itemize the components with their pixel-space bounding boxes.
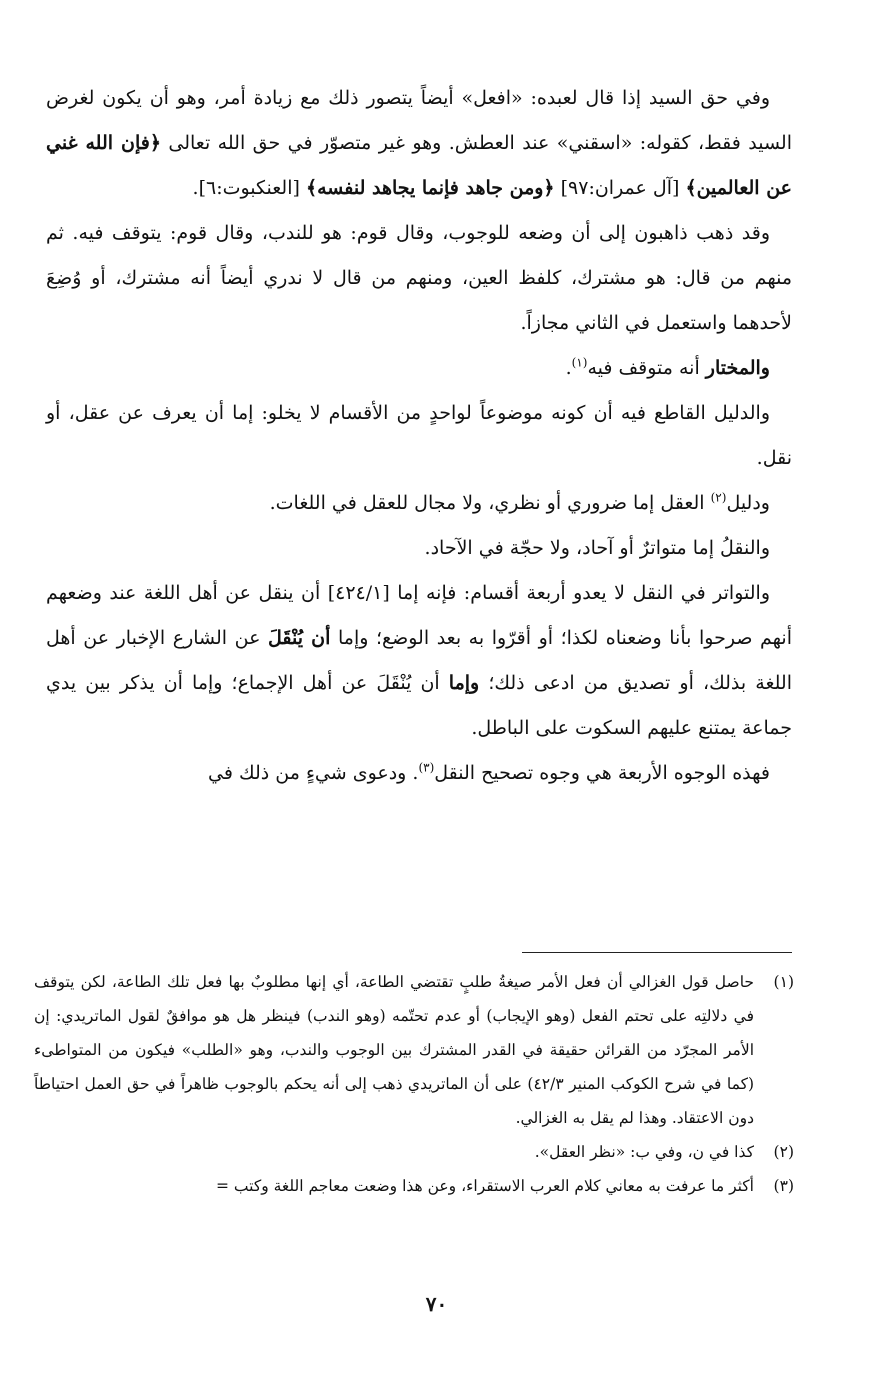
footnote-2: [34, 1135, 794, 1169]
paragraph-7-text-c: عن الشارع الإخبار عن أهل اللغة بذلك، أو تصديق من ادعى ذلك؛: [46, 627, 792, 694]
footnote-2-number: (٢): [773, 1143, 794, 1161]
footnote-marker-1: (١): [571, 355, 588, 370]
footnote-marker-3: (٣): [418, 760, 435, 775]
paragraph-6-text: والنقلُ إما متواترٌ أو آحاد، ولا حجّة في الآحاد.: [424, 537, 770, 559]
paragraph-8-text-b: . ودعوى شيءٍ من ذلك في: [208, 762, 419, 784]
footnote-3-number: (٣): [773, 1177, 794, 1195]
paragraph-3-end: .: [565, 357, 572, 379]
footnote-marker-2: (٢): [710, 490, 727, 505]
paragraph-8: [46, 751, 792, 796]
paragraph-5-text-b: العقل إما ضروري أو نظري، ولا مجال للعقل في اللغات.: [269, 492, 711, 514]
paragraph-7: [46, 571, 792, 751]
footnote-1-number: (١): [773, 973, 794, 991]
paragraph-1-text-a: وفي حق السيد إذا قال لعبده: «افعل» أيضاً يتصور ذلك مع زيادة أمر، وهو أن يكون لغرض السيد فقط، كقوله: «اسقني» عند العطش. وهو غير متصوّر في حق الله تعالى: [46, 87, 792, 154]
footnote-separator: [522, 952, 792, 953]
paragraph-7-text-a: والتواتر في النقل لا يعدو أربعة أقسام: فإنه إما [٤٢٤/١] أن ينقل عن أهل اللغة عند وضعهم أنهم صرحوا بأنا وضعناه لكذا؛ أو أقرّوا به بعد الوضع؛ وإما: [46, 582, 792, 649]
main-text-block: [46, 76, 792, 796]
paragraph-3: [46, 346, 792, 391]
paragraph-1: [46, 76, 792, 211]
verse-reference-2: [العنكبوت:٦].: [192, 177, 306, 199]
verse-reference-1: [آل عمران:٩٧]: [554, 177, 686, 199]
footnote-3-text: أكثر ما عرفت به معاني كلام العرب الاستقراء، وعن هذا وضعت معاجم اللغة وكتب =: [216, 1177, 754, 1195]
footnote-1: [34, 965, 794, 1135]
paragraph-8-text-a: فهذه الوجوه الأربعة هي وجوه تصحيح النقل: [434, 762, 770, 784]
chosen-opinion-label: والمختار: [705, 357, 770, 379]
footnote-2-text: كذا في ن، وفي ب: «نظر العقل».: [534, 1143, 754, 1161]
paragraph-6: [46, 526, 792, 571]
footnote-3: [34, 1169, 794, 1203]
paragraph-7-text-e: أن يُنْقَلَ عن أهل الإجماع؛ وإما أن يذكر بين يدي جماعة يمتنع عليهم السكوت على الباطل.: [46, 672, 792, 739]
paragraph-7-emphasis-1: أن يُنْقَلَ: [268, 627, 331, 649]
page-number: ٧٠: [425, 1292, 448, 1316]
footnote-1-text: حاصل قول الغزالي أن فعل الأمر صيغةُ طلبٍ تقتضي الطاعة، أي إنها مطلوبٌ بها فعل تلك الطاعة، لكن يتوقف في دلالتِه على تحتم الفعل (وهو الإيجاب) أو عدم تحتّمه (وهو الندب) فينظر هل هو موافقٌ لقول الماتريدي: إن الأمر المجرّد من القرائن حقيقة في القدر المشترك بين الوجوب والندب، وهو «الطلب» فيكون من المتواطىء (كما في شرح الكوكب المنير ٤٢/٣) على أن الماتريدي ذهب إلى أنه يحكم بالوجوب ظاهراً في حق العمل احتياطاً دون الاعتقاد. وهذا لم يقل به الغزالي.: [34, 973, 754, 1127]
paragraph-4-text: والدليل القاطع فيه أن كونه موضوعاً لواحدٍ من الأقسام لا يخلو: إما أن يعرف عن عقل، أو نقل.: [46, 402, 792, 469]
paragraph-5-text-a: ودليل: [726, 492, 770, 514]
quran-verse-1: ﴿فإن الله غني عن العالمين﴾: [46, 132, 792, 199]
quran-verse-2: ﴿ومن جاهد فإنما يجاهد لنفسه﴾: [305, 177, 555, 199]
paragraph-5: [46, 481, 792, 526]
paragraph-4: [46, 391, 792, 481]
paragraph-2-text: وقد ذهب ذاهبون إلى أن وضعه للوجوب، وقال قوم: هو للندب، وقال قوم: يتوقف فيه. ثم منهم من قال: هو مشترك، كلفظ العين، ومنهم من قال لا ندري أيضاً أنه مشترك، أو وُضِعَ لأحدهما واستعمل في الثاني مجازاً.: [46, 222, 792, 334]
footnotes-block: [34, 965, 794, 1203]
paragraph-2: [46, 211, 792, 346]
paragraph-7-emphasis-2: وإما: [448, 672, 480, 694]
paragraph-3-text: أنه متوقف فيه: [587, 357, 706, 379]
